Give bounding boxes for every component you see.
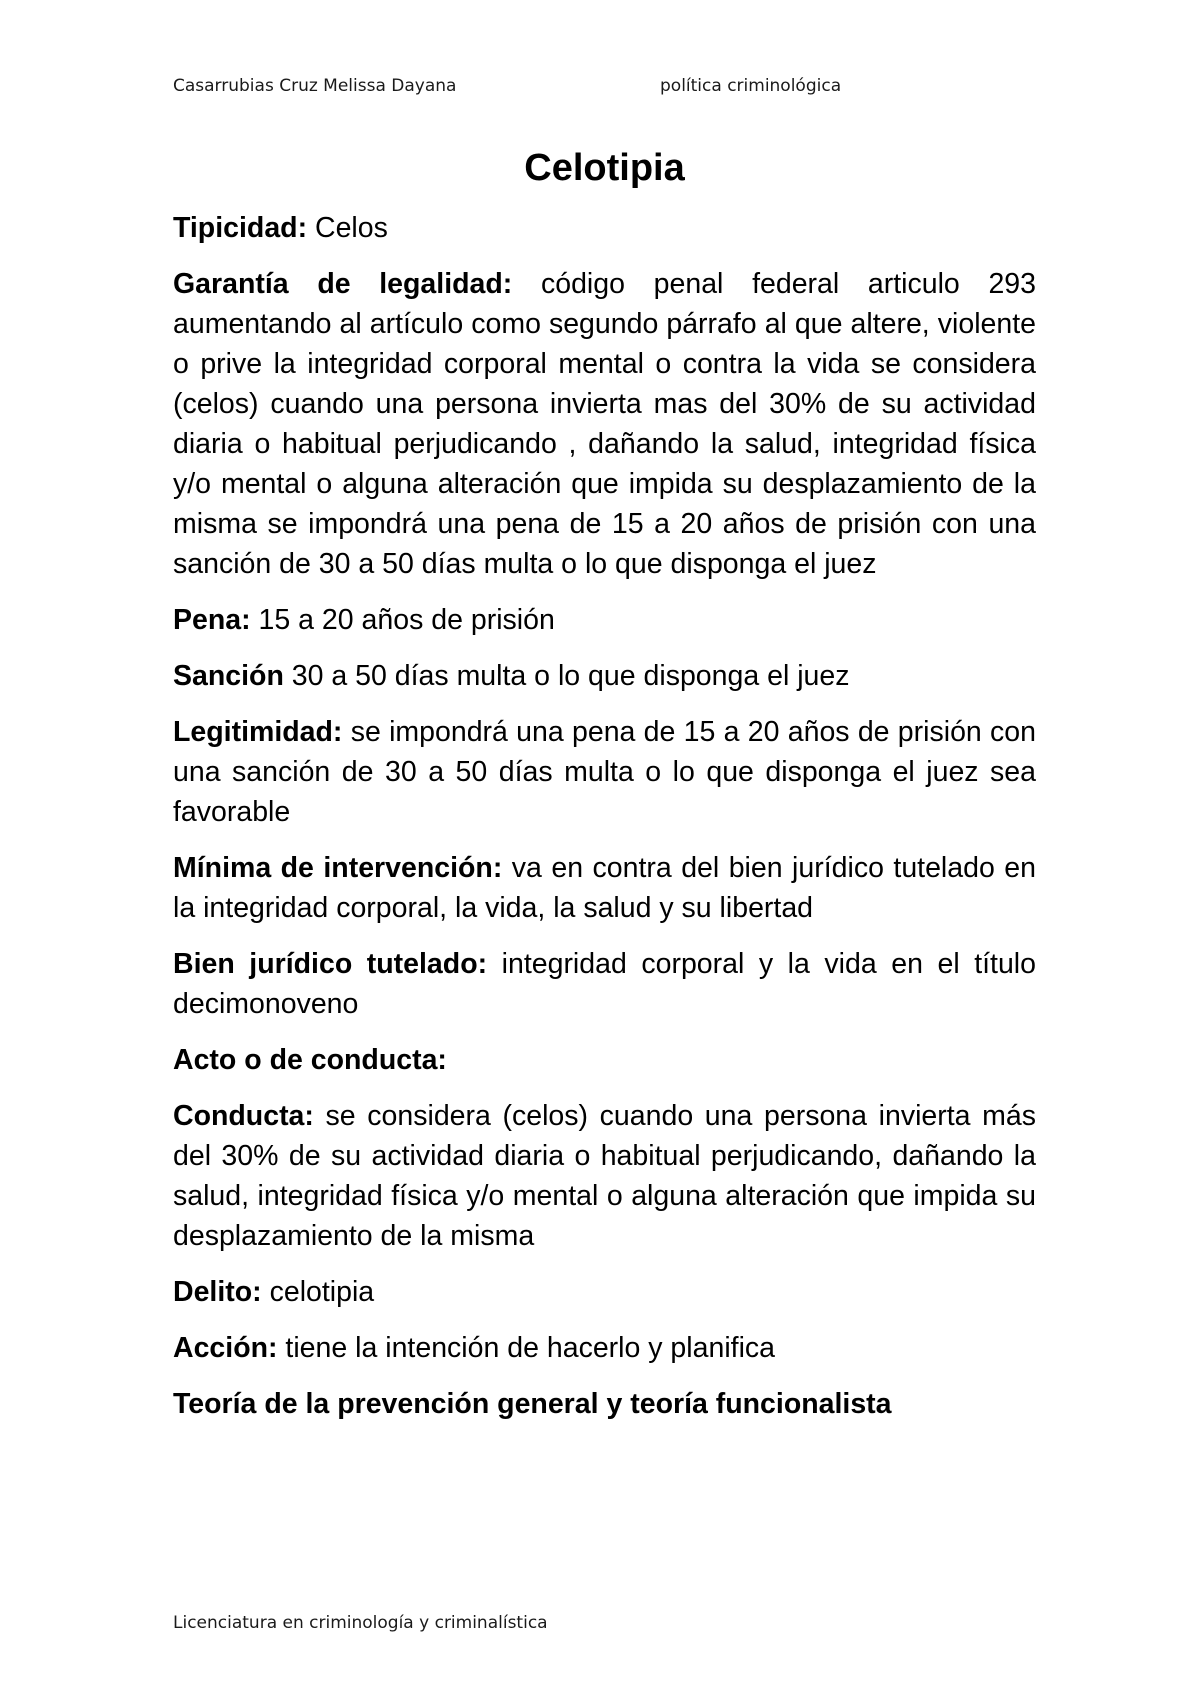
section-legitimidad bbox=[173, 712, 1036, 832]
section-text: Celos bbox=[307, 212, 388, 244]
section-label: Mínima de intervención: bbox=[173, 852, 503, 884]
section-text: integridad corporal y la vida en el título decimonoveno bbox=[173, 948, 1036, 1020]
section-text: se impondrá una pena de 15 a 20 años de prisión con una sanción de 30 a 50 días multa o lo que disponga el juez sea favorable bbox=[173, 716, 1036, 828]
section-conducta bbox=[173, 1096, 1036, 1256]
section-garantia-de-legalidad bbox=[173, 264, 1036, 584]
document-title: Celotipia bbox=[524, 147, 685, 189]
section-minima-de-intervencion bbox=[173, 848, 1036, 928]
section-text: código penal federal articulo 293 aumentando al artículo como segundo párrafo al que altere, violente o prive la integridad corporal mental o contra la vida se considera (celos) cuando una persona invierta mas del 30% de su actividad diaria o habitual perjudicando , dañando la salud, integridad física y/o mental o alguna alteración que impida su desplazamiento de la misma se impondrá una pena de 15 a 20 años de prisión con una sanción de 30 a 50 días multa o lo que disponga el juez bbox=[173, 268, 1037, 580]
section-label: Bien jurídico tutelado: bbox=[173, 948, 488, 980]
section-label: Acción: bbox=[173, 1332, 278, 1364]
section-sancion bbox=[173, 656, 1036, 696]
header-author: Casarrubias Cruz Melissa Dayana bbox=[173, 76, 457, 96]
header-subject: política criminológica bbox=[660, 76, 842, 96]
section-text: tiene la intención de hacerlo y planifica bbox=[277, 1332, 775, 1364]
section-bien-juridico-tutelado bbox=[173, 944, 1036, 1024]
section-label: Delito: bbox=[173, 1276, 262, 1308]
section-label: Conducta: bbox=[173, 1100, 314, 1132]
section-label: Pena: bbox=[173, 604, 251, 636]
section-text: se considera (celos) cuando una persona invierta más del 30% de su actividad diaria o habitual perjudicando, dañando la salud, integridad física y/o mental o alguna alteración que impida su desplazamiento de la misma bbox=[173, 1100, 1036, 1252]
document-body bbox=[173, 208, 1036, 1440]
section-label: Teoría de la prevención general y teoría funcionalista bbox=[173, 1388, 892, 1420]
section-label: Acto o de conducta: bbox=[173, 1044, 447, 1076]
section-label: Garantía de legalidad: bbox=[173, 268, 513, 300]
section-tipicidad bbox=[173, 208, 1036, 248]
section-accion bbox=[173, 1328, 1036, 1368]
section-text: 30 a 50 días multa o lo que disponga el juez bbox=[283, 660, 850, 692]
section-teoria bbox=[173, 1384, 1036, 1424]
section-label: Sanción bbox=[173, 660, 284, 692]
footer-text: Licenciatura en criminología y criminalística bbox=[173, 1613, 548, 1633]
section-text: celotipia bbox=[261, 1276, 375, 1308]
section-text: 15 a 20 años de prisión bbox=[250, 604, 555, 636]
section-label: Legitimidad: bbox=[173, 716, 343, 748]
section-text: va en contra del bien jurídico tutelado en la integridad corporal, la vida, la salud y su libertad bbox=[173, 852, 1036, 924]
section-delito bbox=[173, 1272, 1036, 1312]
section-acto-o-de-conducta bbox=[173, 1040, 1036, 1080]
section-pena bbox=[173, 600, 1036, 640]
section-label: Tipicidad: bbox=[173, 212, 308, 244]
